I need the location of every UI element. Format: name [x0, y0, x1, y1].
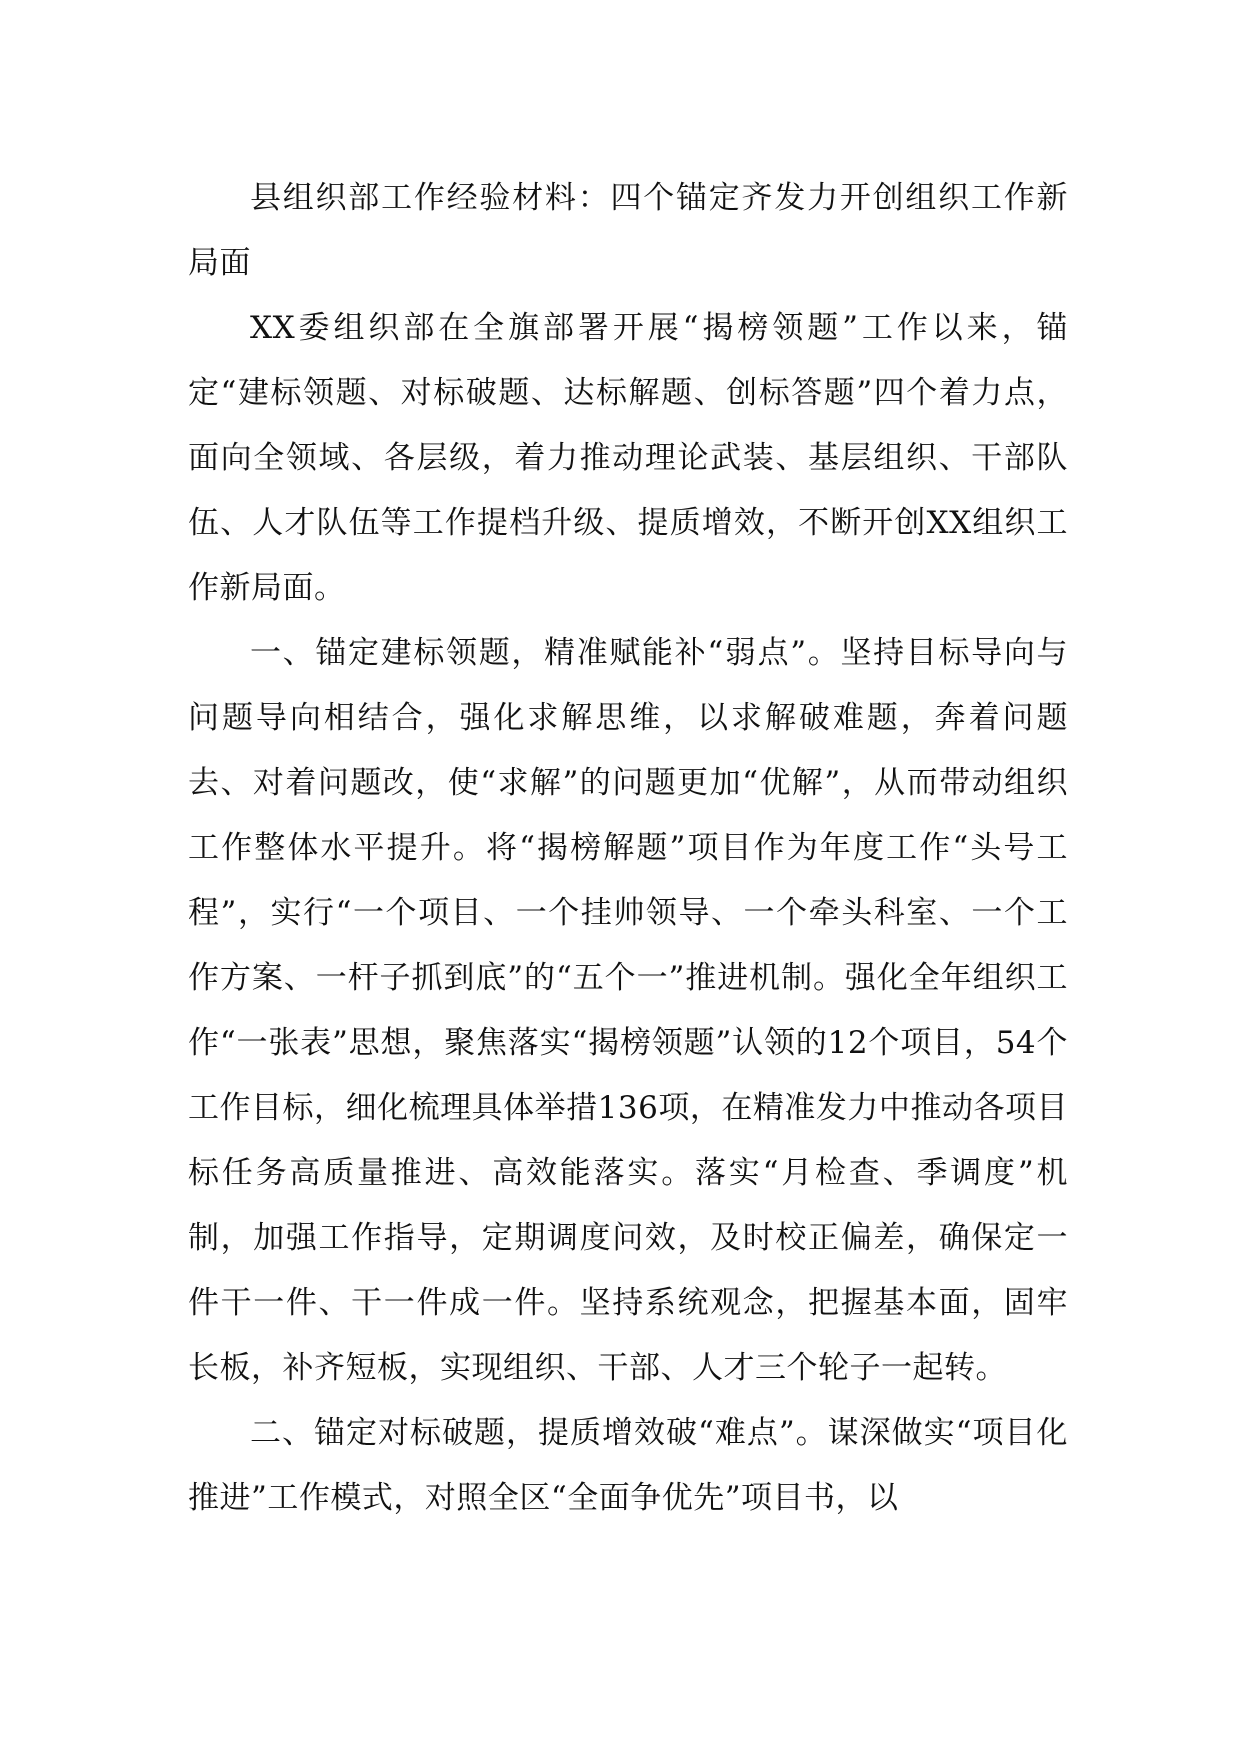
- document-title: 县组织部工作经验材料：四个锚定齐发力开创组织工作新局面: [188, 180, 1068, 281]
- paragraph-section-2: 二、锚定对标破题，提质增效破“难点”。谋深做实“项目化推进”工作模式，对照全区“全面争优先”项目书，以: [188, 1415, 1068, 1516]
- paragraph-section-1: 一、锚定建标领题，精准赋能补“弱点”。坚持目标导向与问题导向相结合，强化求解思维，以求解破难题，奔着问题去、对着问题改，使“求解”的问题更加“优解”，从而带动组织工作整体水平提升。将“揭榜解题”项目作为年度工作“头号工程”，实行“一个项目、一个挂帅领导、一个牵头科室、一个工作方案、一杆子抓到底”的“五个一”推进机制。强化全年组织工作“一张表”思想，聚焦落实“揭榜领题”认领的12个项目，54个工作目标，细化梳理具体举措136项，在精准发力中推动各项目标任务高质量推进、高效能落实。落实“月检查、季调度”机制，加强工作指导，定期调度问效，及时校正偏差，确保定一件干一件、干一件成一件。坚持系统观念，把握基本面，固牢长板，补齐短板，实现组织、干部、人才三个轮子一起转。: [188, 635, 1068, 1386]
- paragraph-intro: XX委组织部在全旗部署开展“揭榜领题”工作以来，锚定“建标领题、对标破题、达标解题、创标答题”四个着力点，面向全领域、各层级，着力推动理论武装、基层组织、干部队伍、人才队伍等工作提档升级、提质增效，不断开创XX组织工作新局面。: [188, 310, 1068, 606]
- document-body: [188, 166, 1068, 1531]
